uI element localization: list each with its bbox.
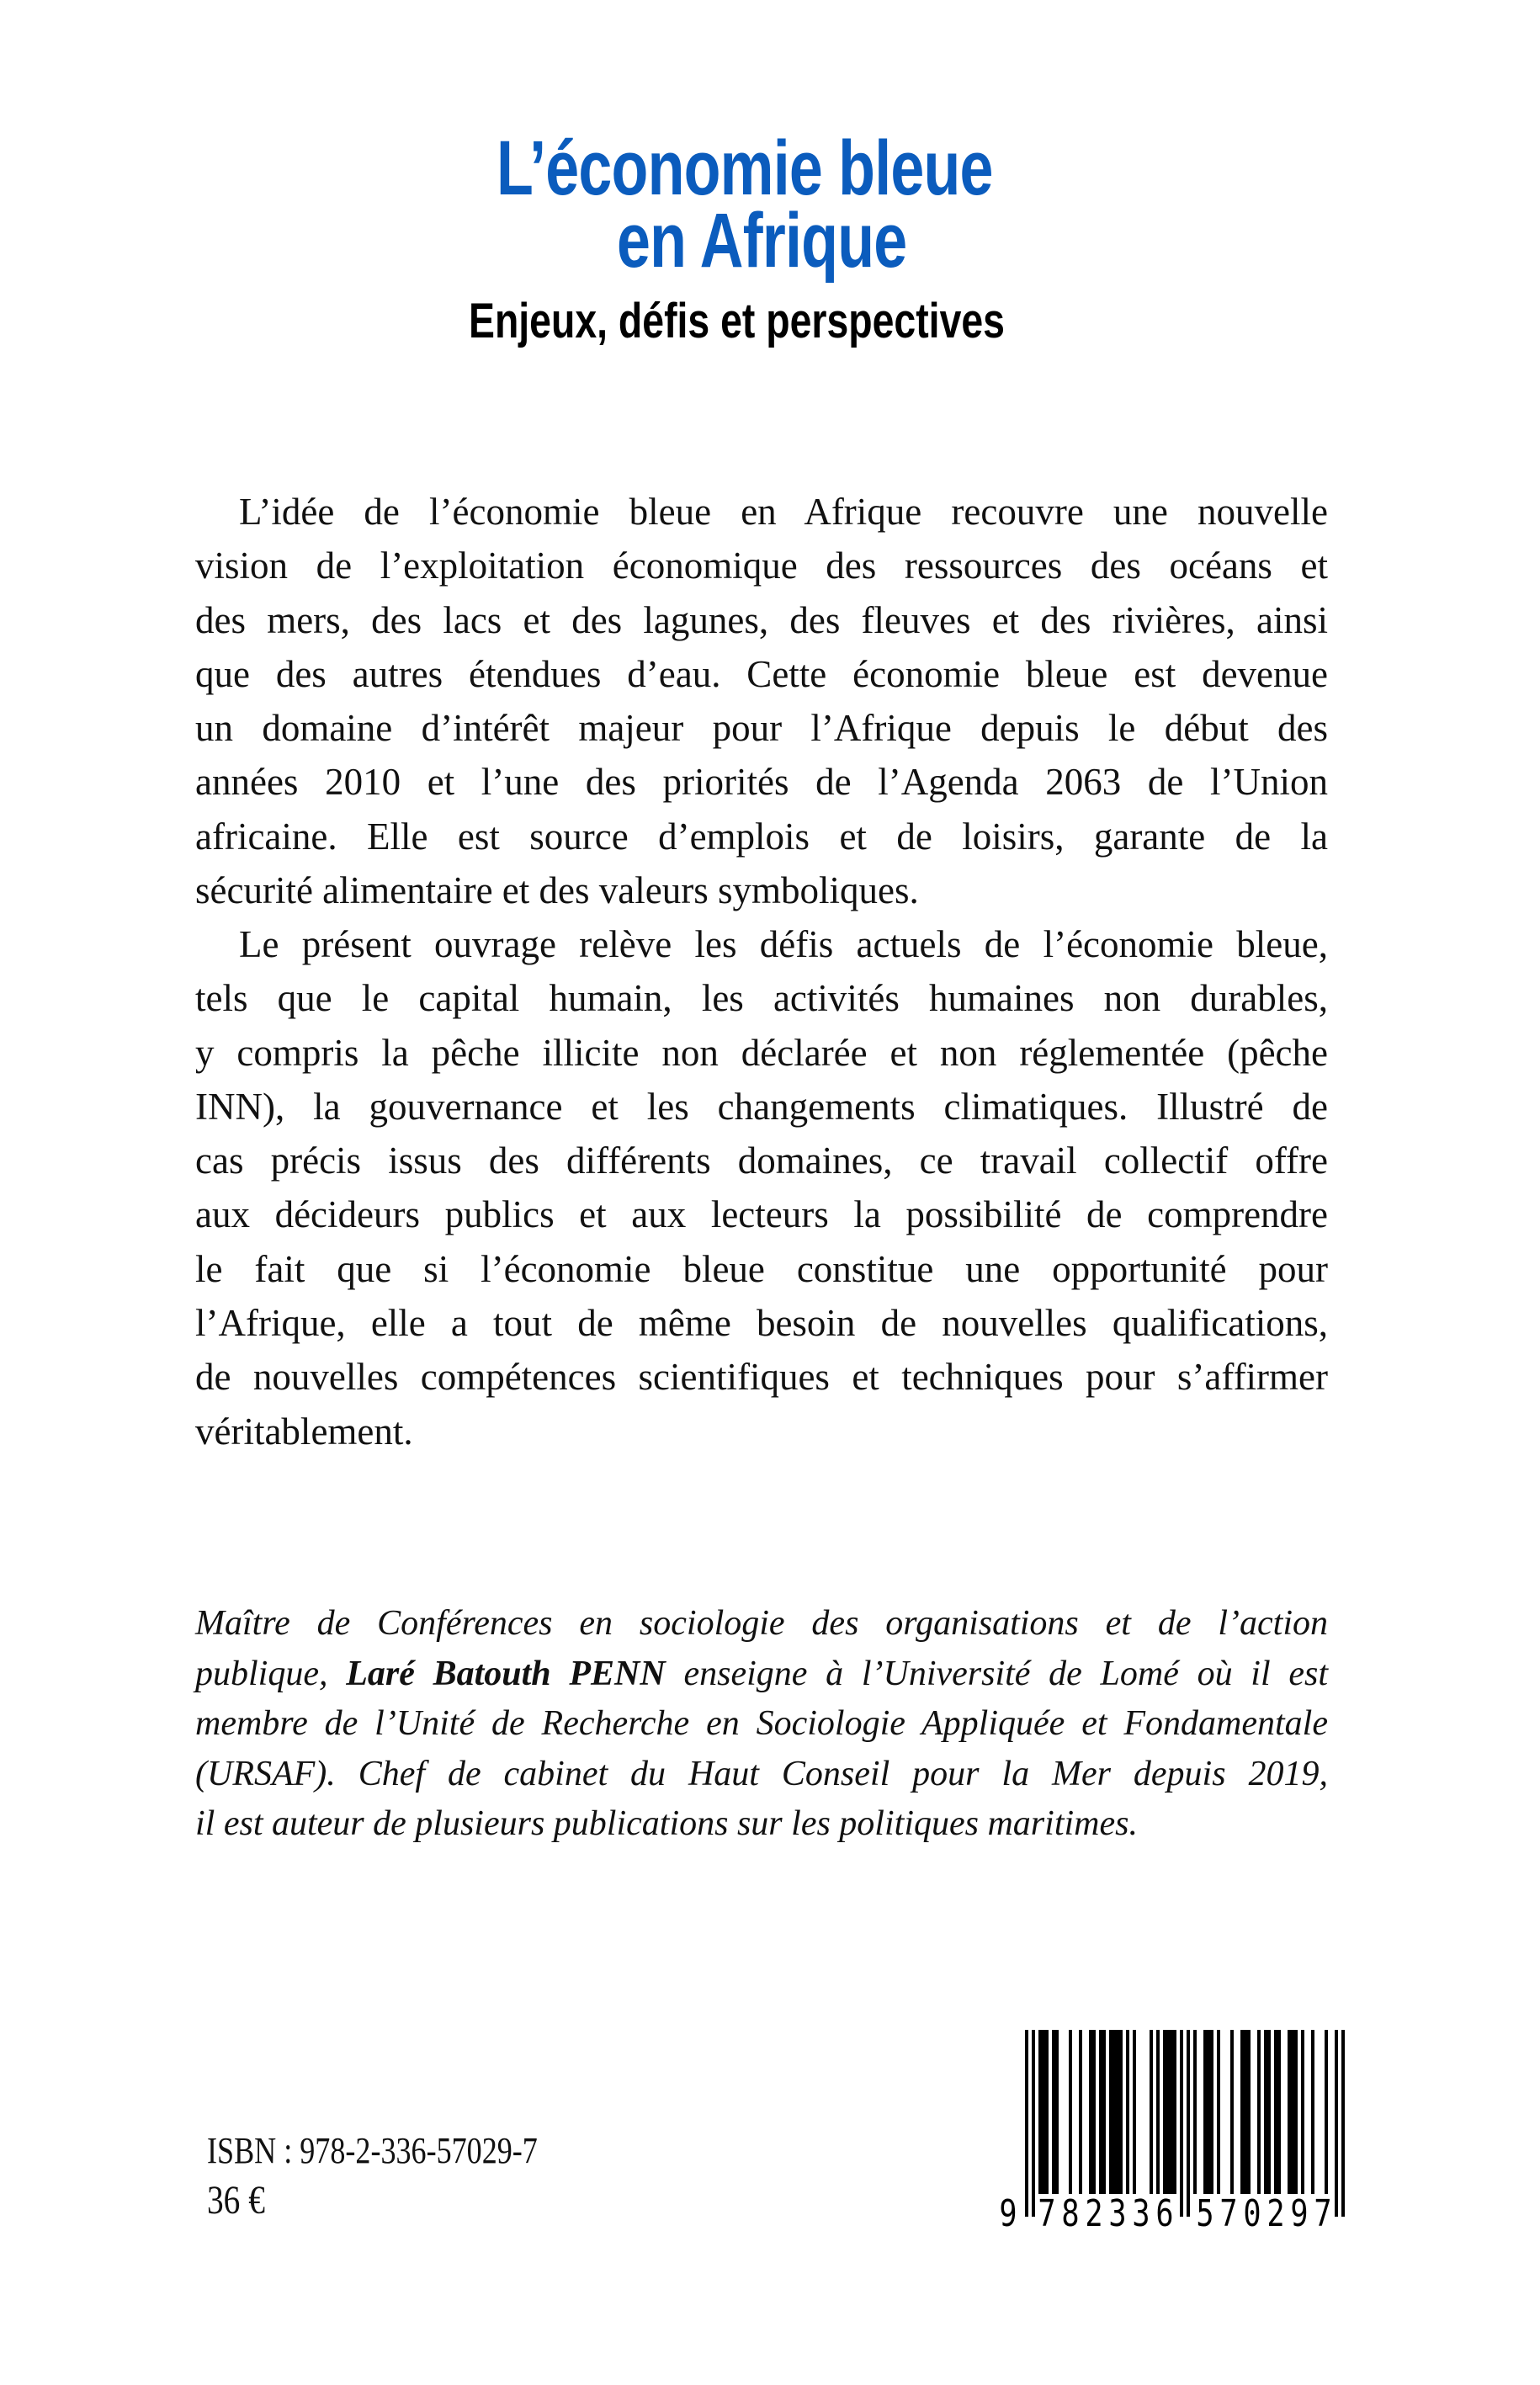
barcode-bar xyxy=(1045,2030,1049,2194)
barcode-bar xyxy=(1092,2030,1096,2194)
barcode-bar xyxy=(1032,2030,1035,2217)
barcode-bar xyxy=(1267,2030,1271,2194)
barcode-bar xyxy=(1301,2030,1304,2194)
barcode-bar xyxy=(1187,2030,1190,2217)
author-bio xyxy=(195,1599,1328,1850)
barcode-bar xyxy=(1079,2030,1082,2194)
barcode-bar xyxy=(1069,2030,1072,2194)
barcode-digit: 6 xyxy=(1155,2192,1174,2236)
barcode-bar xyxy=(1240,2030,1244,2194)
bio-line: membre de l’Unité de Recherche en Sociologie Appliquée et Fondamentale xyxy=(195,1704,1328,1743)
barcode-bar xyxy=(1126,2030,1129,2194)
barcode-bar xyxy=(1052,2030,1055,2194)
barcode-bar xyxy=(1274,2030,1277,2194)
barcode-bar xyxy=(1173,2030,1176,2194)
barcode-digit: 2 xyxy=(1085,2192,1103,2236)
bio-text: enseigne à l’Université de Lomé où il est xyxy=(683,1654,1329,1693)
summary-line: aux décideurs publics et aux lecteurs la possibilité de comprendre xyxy=(195,1193,1328,1236)
barcode-bar xyxy=(1264,2030,1267,2194)
summary-line: des mers, des lacs et des lagunes, des fleuves et des rivières, ainsi xyxy=(195,598,1328,641)
barcode-bar xyxy=(1180,2030,1183,2217)
barcode-bar xyxy=(1230,2030,1234,2194)
book-subtitle: Enjeux, défis et perspectives xyxy=(469,294,1005,348)
summary-line: africaine. Elle est source d’emplois et de loisirs, garante de la xyxy=(195,815,1328,858)
barcode-bar xyxy=(1217,2030,1220,2194)
summary-line: un domaine d’intérêt majeur pour l’Afrique depuis le début des xyxy=(195,707,1328,750)
barcode-digit: 8 xyxy=(1061,2192,1080,2236)
isbn: ISBN : 978-2-336-57029-7 xyxy=(207,2130,538,2171)
barcode-bar xyxy=(1210,2030,1213,2194)
barcode-bar xyxy=(1150,2030,1153,2194)
barcode-bar xyxy=(1038,2030,1042,2194)
bio-line: Maître de Conférences en sociologie des organisations et de l’action xyxy=(195,1604,1328,1643)
barcode-bar xyxy=(1277,2030,1281,2194)
barcode-bar xyxy=(1244,2030,1247,2194)
barcode-bar xyxy=(1311,2030,1314,2194)
bio-text: publique, xyxy=(195,1654,328,1693)
book-title-line1: L’économie bleue xyxy=(497,125,993,211)
summary-line: cas précis issus des différents domaines, ce travail collectif offre xyxy=(195,1139,1328,1182)
barcode-bar xyxy=(1102,2030,1106,2194)
barcode-digit: 7 xyxy=(1314,2192,1332,2236)
barcode-bar xyxy=(1247,2030,1251,2194)
barcode-bar xyxy=(1055,2030,1059,2194)
barcode-bar xyxy=(1089,2030,1092,2194)
summary-line: de nouvelles compétences scientifiques et techniques pour s’affirmer xyxy=(195,1356,1328,1399)
barcode-digit: 9 xyxy=(1290,2192,1309,2236)
summary-line: véritablement. xyxy=(195,1410,413,1453)
bio-line xyxy=(195,1649,1328,1700)
barcode-bar xyxy=(1193,2030,1197,2194)
book-title-line2: en Afrique xyxy=(617,198,907,284)
barcode-bar xyxy=(1294,2030,1298,2194)
barcode-digit: 3 xyxy=(1108,2192,1127,2236)
summary-line: l’Afrique, elle a tout de même besoin de nouvelles qualifications, xyxy=(195,1302,1328,1345)
barcode-bar xyxy=(1025,2030,1028,2217)
barcode-digit: 9 xyxy=(999,2192,1017,2236)
summary-line: années 2010 et l’une des priorités de l’Agenda 2063 de l’Union xyxy=(195,761,1328,804)
author-name: Laré Batouth PENN xyxy=(346,1654,666,1693)
barcode-bar xyxy=(1203,2030,1207,2194)
barcode-bar xyxy=(1288,2030,1291,2194)
summary-line: tels que le capital humain, les activités humaines non durables, xyxy=(195,977,1328,1020)
barcode-bar xyxy=(1170,2030,1173,2194)
barcode-digit: 0 xyxy=(1243,2192,1261,2236)
summary-line: Le présent ouvrage relève les défis actuels de l’économie bleue, xyxy=(239,923,1328,965)
barcode-bar xyxy=(1099,2030,1102,2194)
barcode-bar xyxy=(1116,2030,1119,2194)
barcode-bar xyxy=(1166,2030,1170,2194)
barcode-bar xyxy=(1119,2030,1123,2194)
barcode-bar xyxy=(1109,2030,1113,2194)
summary-line: INN), la gouvernance et les changements climatiques. Illustré de xyxy=(195,1085,1328,1128)
barcode-bar xyxy=(1042,2030,1045,2194)
barcode-digit: 5 xyxy=(1196,2192,1214,2236)
barcode-bar xyxy=(1335,2030,1338,2217)
summary-line: sécurité alimentaire et des valeurs symboliques. xyxy=(195,869,919,912)
barcode-bar xyxy=(1257,2030,1261,2194)
summary-paragraph-2 xyxy=(195,917,1328,1458)
summary-line: vision de l’exploitation économique des ressources des océans et xyxy=(195,544,1328,587)
barcode-bar xyxy=(1133,2030,1136,2194)
barcode-bar xyxy=(1341,2030,1345,2217)
bio-line: il est auteur de plusieurs publications sur les politiques maritimes. xyxy=(195,1804,1138,1843)
barcode-bar xyxy=(1325,2030,1328,2194)
barcode-bar xyxy=(1163,2030,1166,2194)
summary-line: y compris la pêche illicite non déclarée et non réglementée (pêche xyxy=(195,1031,1328,1074)
barcode-digit: 7 xyxy=(1038,2192,1056,2236)
barcode-digit: 2 xyxy=(1267,2192,1285,2236)
bio-line: (URSAF). Chef de cabinet du Haut Conseil pour la Mer depuis 2019, xyxy=(195,1754,1328,1793)
barcode-digit: 7 xyxy=(1219,2192,1238,2236)
barcode-digit: 3 xyxy=(1132,2192,1150,2236)
summary-line: L’idée de l’économie bleue en Afrique recouvre une nouvelle xyxy=(239,491,1328,533)
price: 36 € xyxy=(207,2178,265,2223)
summary-line: que des autres étendues d’eau. Cette économie bleue est devenue xyxy=(195,652,1328,695)
summary-line: le fait que si l’économie bleue constitue une opportunité pour xyxy=(195,1247,1328,1290)
barcode-bar xyxy=(1113,2030,1116,2194)
summary-paragraph-1 xyxy=(195,485,1328,917)
barcode-bar xyxy=(1156,2030,1160,2194)
barcode-bar xyxy=(1291,2030,1294,2194)
ean-barcode xyxy=(993,2020,1346,2239)
barcode-bar xyxy=(1207,2030,1210,2194)
